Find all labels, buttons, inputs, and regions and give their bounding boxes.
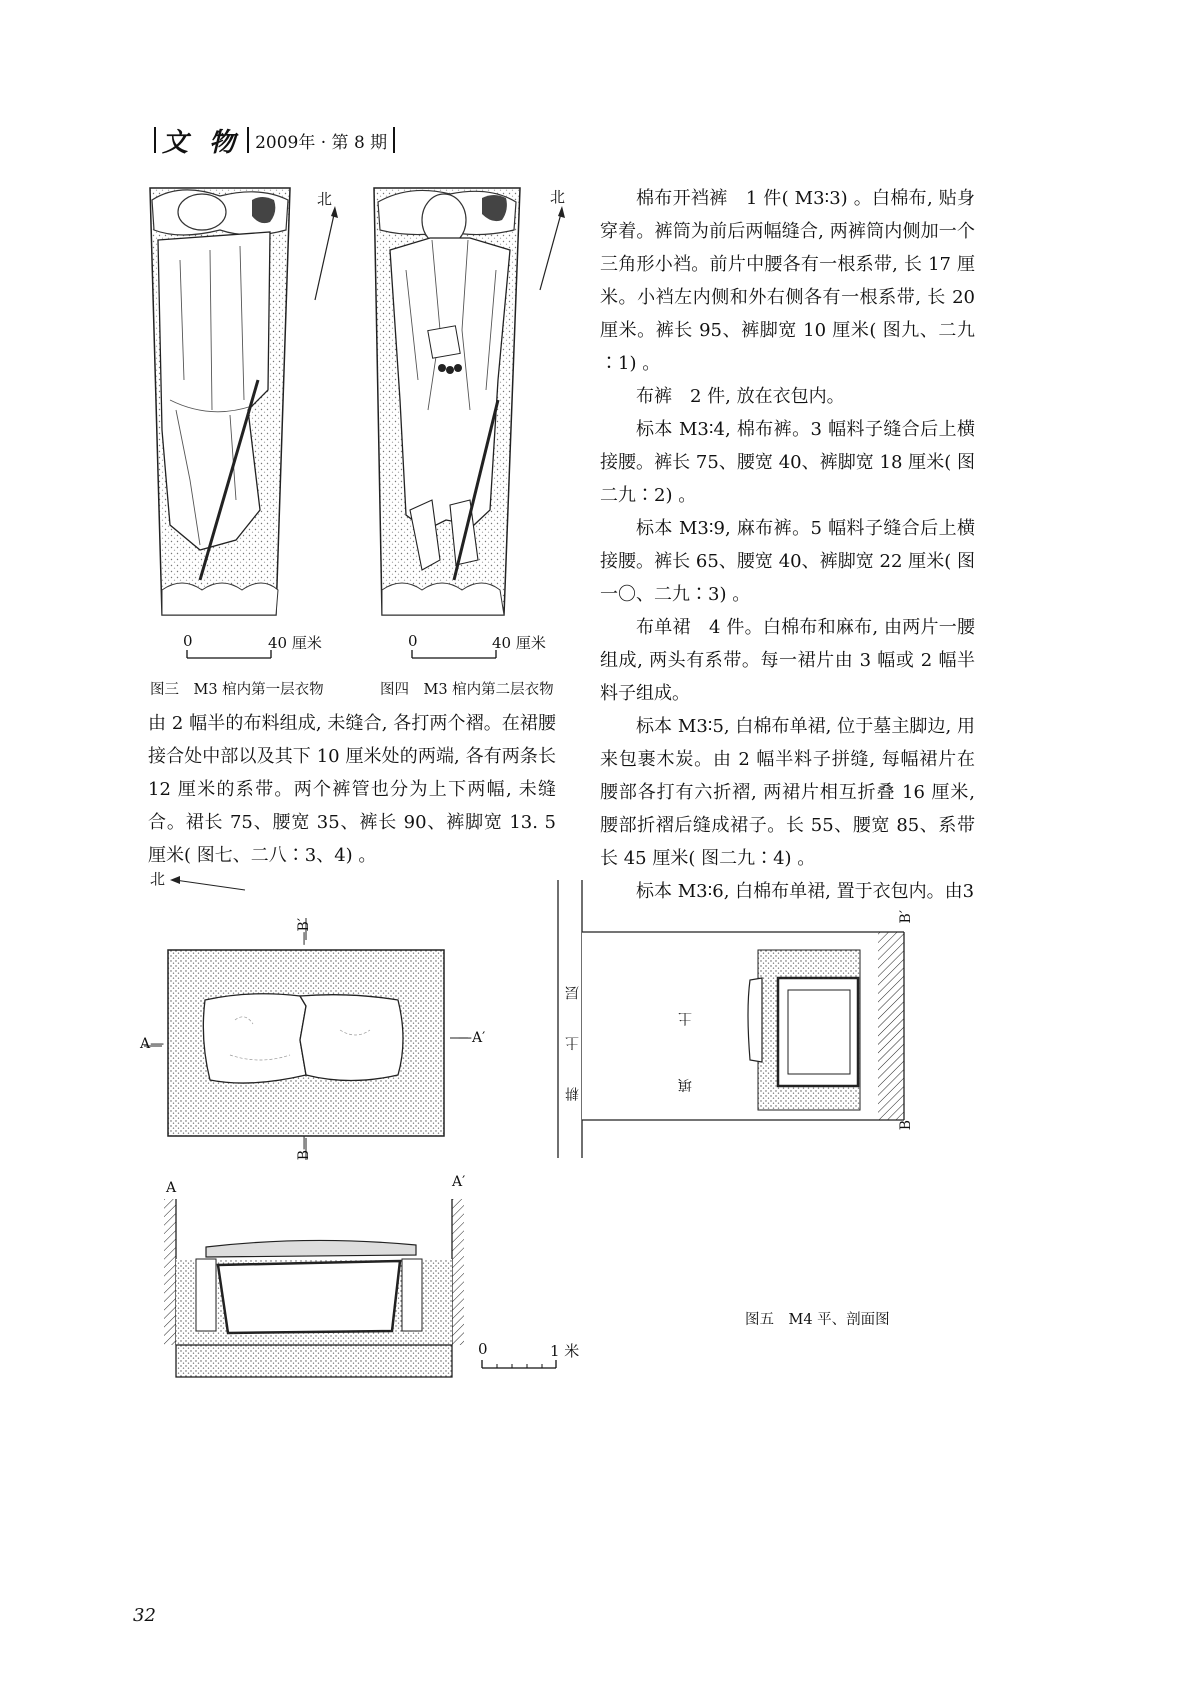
journal-title: 文 物	[162, 127, 242, 158]
right-column-text	[600, 182, 975, 908]
figure-3-drawing	[140, 180, 355, 640]
figure-5-scale-bar	[480, 1358, 560, 1372]
paragraph: 标本 M3∶9, 麻布裤。5 幅料子缝合后上横接腰。裤长 65、腰宽 40、裤脚宽 22 厘米( 图一〇、二九∶3) 。	[600, 518, 975, 605]
figure-4-north-label: 北	[550, 188, 566, 206]
foot-board	[382, 583, 504, 615]
label-sec-a: A	[166, 1180, 177, 1196]
header-divider	[247, 127, 249, 153]
paragraph: 标本 M3∶5, 白棉布单裙, 位于墓主脚边, 用来包裹木炭。由 2 幅半料子拼缝, 每幅裙片在腰部各打有六折褶, 两裙片相互折叠 16 厘米, 腰部折褶后缝成裙子。长 55、腰宽 85、系带长 45 厘米( 图二九∶4) 。	[600, 716, 975, 869]
fill-soil-label: 填 土	[678, 988, 694, 1093]
paragraph: 由 2 幅半的布料组成, 未缝合, 各打两个褶。在裙腰接合处中部以及其下 10 厘米处的两端, 各有两条长 12 厘米的系带。两个裤管也分为上下两幅, 未缝合。裙长 75、腰宽 35、裤长 90、裤脚宽 13. 5 厘米( 图七、二八∶3、4) 。	[148, 713, 556, 866]
figure-3-scale-bar	[185, 648, 275, 662]
paragraph: 布单裙 4 件。白棉布和麻布, 由两片一腰组成, 两头有系带。每一裙片由 3 幅或 2 幅半料子组成。	[600, 617, 975, 704]
figure-5-north-label: 北	[150, 870, 166, 888]
garment-layer-2	[390, 238, 510, 530]
bead-3	[454, 364, 462, 372]
paragraph: 标本 M3∶4, 棉布裤。3 幅料子缝合后上横接腰。裤长 75、腰宽 40、裤脚宽 18 厘米( 图二九∶2) 。	[600, 419, 975, 506]
figure-3-scale-zero: 0	[183, 632, 193, 650]
figure-5-scale-zero: 0	[478, 1340, 488, 1358]
figure-4-drawing	[370, 180, 585, 640]
label-a: A—	[140, 1036, 165, 1052]
header-divider	[393, 127, 395, 153]
figure-4-scale-end: 40 厘米	[492, 634, 546, 652]
cover-stones	[206, 1240, 416, 1257]
figure-4-caption: 图四 M3 棺内第二层衣物	[380, 682, 554, 698]
label-b: B—	[296, 1136, 312, 1161]
figure-3-scale-end: 40 厘米	[268, 634, 322, 652]
foot-board	[162, 583, 278, 615]
running-header	[148, 124, 401, 156]
north-arrow-head	[558, 206, 565, 218]
paragraph: 标本 M3∶6, 白棉布单裙, 置于衣包内。由3	[636, 881, 975, 902]
figure-3-caption: 图三 M3 棺内第一层衣物	[150, 682, 324, 698]
label-sec-b: B	[898, 1120, 914, 1131]
wall-hatch	[878, 932, 904, 1120]
north-arrow-line	[175, 880, 245, 890]
side-stone	[748, 978, 762, 1062]
north-arrow-line	[315, 210, 335, 300]
right-brick-stack	[402, 1259, 422, 1331]
north-arrow-line	[540, 210, 562, 290]
page-number: 32	[133, 1605, 156, 1626]
paragraph: 布裤 2 件, 放在衣包内。	[636, 386, 845, 407]
coffin-interior	[788, 990, 850, 1074]
bead-1	[438, 364, 446, 372]
figure-5-plan-view	[140, 870, 490, 1170]
hair-ornament	[482, 195, 507, 221]
figure-5-section-b	[550, 880, 910, 1160]
bead-2	[446, 366, 454, 374]
figure-3-north-label: 北	[317, 190, 333, 208]
paper-bundle	[428, 326, 460, 358]
figure-4-scale-zero: 0	[408, 632, 418, 650]
paragraph: 棉布开裆裤 1 件( M3∶3) 。白棉布, 贴身穿着。裤筒为前后两幅缝合, 两裤筒内侧加一个三角形小裆。前片中腰各有一根系带, 长 17 厘米。小裆左内侧和外右侧各有一根系带, 长 20 厘米。裤长 95、裤脚宽 10 厘米( 图九、二九∶1) 。	[600, 188, 975, 374]
head-outline	[178, 194, 226, 230]
cover-stone-right	[300, 995, 403, 1081]
header-divider	[154, 127, 156, 153]
north-arrow-head	[170, 876, 180, 884]
figure-4-scale-bar	[410, 648, 500, 662]
figure-5-caption: 图五 M4 平、剖面图	[745, 1312, 890, 1328]
coffin-section	[218, 1261, 400, 1333]
label-sec-a-prime: A′	[452, 1174, 466, 1190]
garment-layer-1	[158, 232, 270, 550]
figure-5-scale-end: 1 米	[550, 1342, 580, 1360]
issue-label: 2009年 · 第 8 期	[255, 132, 388, 153]
plough-layer-label: 耕 土 层	[565, 970, 581, 1101]
label-a-prime: —A′	[458, 1030, 486, 1046]
cover-stone-left	[203, 994, 306, 1083]
right-wall-hatch	[452, 1199, 464, 1345]
left-brick-stack	[196, 1259, 216, 1331]
label-b-prime: —B′	[296, 918, 312, 946]
left-column-text	[148, 707, 556, 872]
left-wall-hatch	[164, 1199, 176, 1345]
figure-5-section-a	[160, 1195, 470, 1380]
hair-ornament	[252, 197, 275, 223]
label-sec-b-prime: B′	[898, 910, 914, 924]
base-layer	[176, 1345, 452, 1377]
north-arrow-head	[331, 206, 338, 218]
